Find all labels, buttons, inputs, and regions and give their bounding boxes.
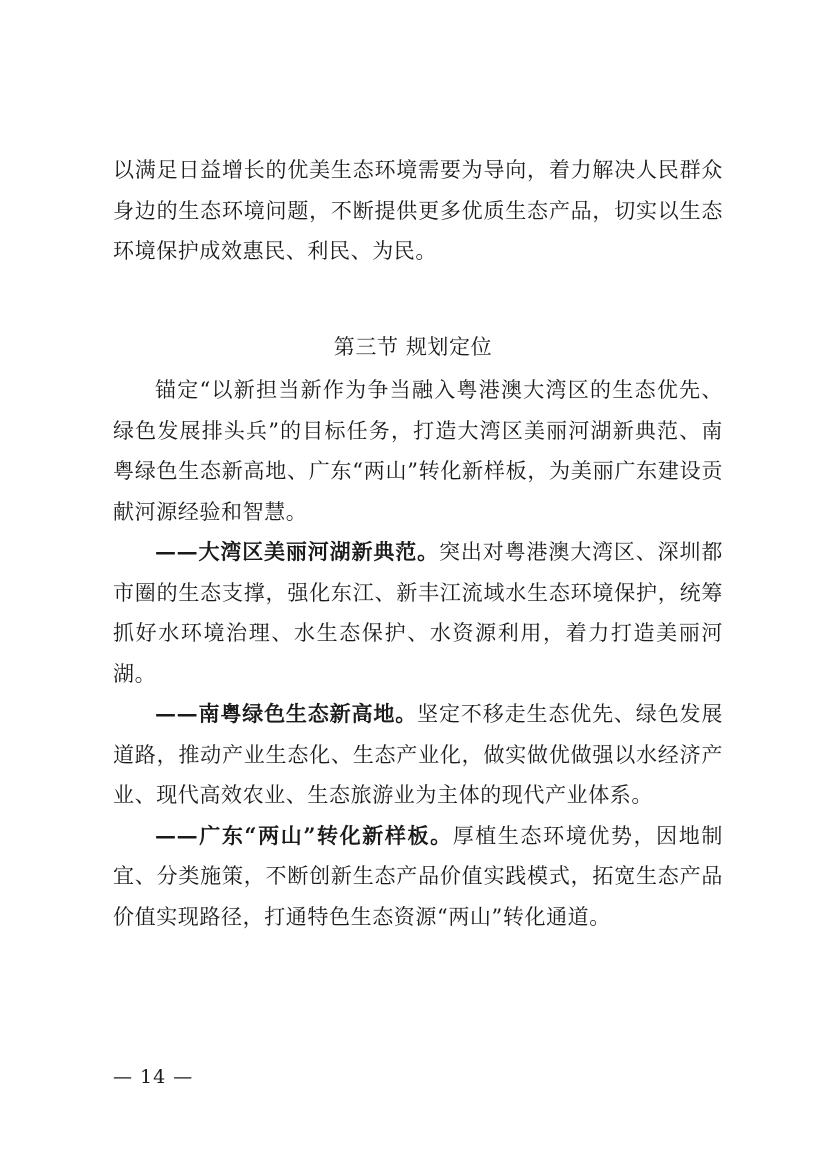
- position-heading-3: ——广东“两山”转化新样板。: [155, 822, 453, 848]
- position-heading-2: ——南粤绿色生态新高地。: [155, 701, 418, 726]
- position-text-1: 突出对粤港澳大湾区、深圳都市圈的生态支撑，强化东江、新丰江流域水生态环境保护，统筹抓好水环境治理、水生态保护、水资源利用，着力打造美丽河湖。: [113, 540, 723, 686]
- lead-paragraph: 锚定“以新担当新作为争当融入粤港澳大湾区的生态优先、绿色发展排头兵”的目标任务，打造大湾区美丽河湖新典范、南粤绿色生态新高地、广东“两山”转化新样板，为美丽广东建设贡献河源经验和智慧。: [113, 378, 723, 524]
- section-body: [113, 370, 723, 937]
- intro-paragraph: 以满足日益增长的优美生态环境需要为导向，着力解决人民群众身边的生态环境问题，不断提供更多优质生态产品，切实以生态环境保护成效惠民、利民、为民。: [113, 158, 723, 263]
- intro-text: [113, 150, 723, 272]
- page-number: — 14 —: [113, 1066, 194, 1088]
- position-paragraph-1: [113, 532, 723, 694]
- position-paragraph-2: [113, 694, 723, 816]
- position-paragraph-3: [113, 816, 723, 938]
- position-text-3: 厚植生态环境优势，因地制宜、分类施策，不断创新生态产品价值实践模式，拓宽生态产品价值实现路径，打通特色生态资源“两山”转化通道。: [113, 823, 723, 929]
- position-text-2: 坚定不移走生态优先、绿色发展道路，推动产业生态化、生态产业化，做实做优做强以水经济产业、现代高效农业、生态旅游业为主体的现代产业体系。: [113, 702, 724, 807]
- position-heading-1: ——大湾区美丽河湖新典范。: [155, 539, 439, 564]
- section-title: 第三节 规划定位: [333, 335, 493, 359]
